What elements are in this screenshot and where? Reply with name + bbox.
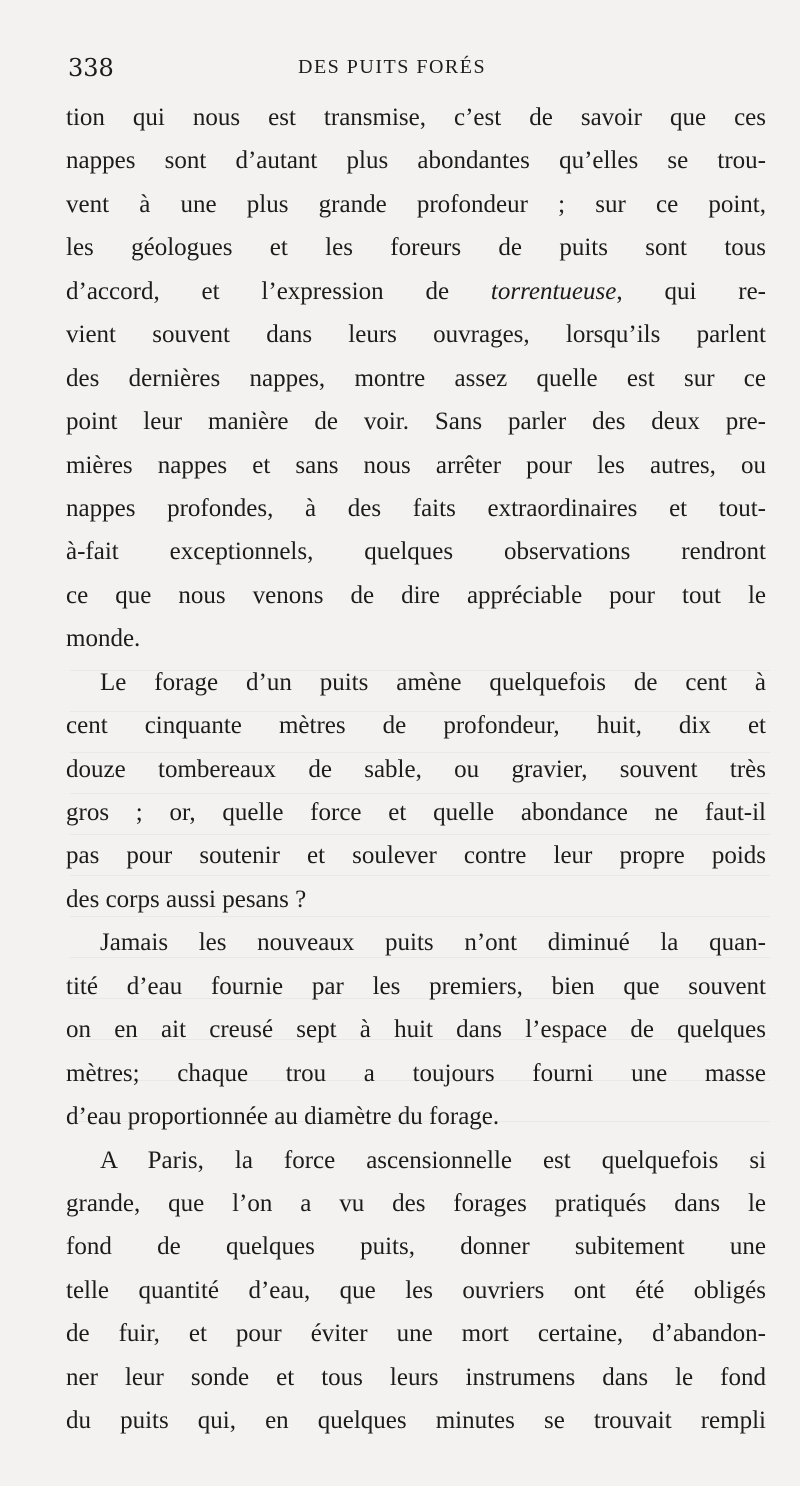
text-line: du puits qui, en quelques minutes se trouvait rempli [66,1407,766,1435]
running-title: DES PUITS FORÉS [298,56,487,78]
page-number: 338 [68,54,114,82]
text-line: grande, que l’on a vu des forages pratiqués dans le [66,1189,766,1217]
text-line-paragraph-end: monde. [66,625,141,653]
text-line: mètres; chaque trou a toujours fourni une masse [66,1059,766,1087]
text-fragment: , qui re- [616,277,766,305]
text-line-with-italic [66,270,766,313]
text-line: vient souvent dans leurs ouvrages, lorsqu’ils parlent [66,321,766,349]
text-line: gros ; or, quelle force et quelle abondance ne faut-il [66,799,766,826]
text-line: ner leur sonde et tous leurs instrumens dans le fond [66,1363,766,1391]
text-line-paragraph-end: d’eau proportionnée au diamètre du forage. [66,1103,500,1131]
text-line-paragraph-start: Le forage d’un puits amène quelquefois de cent à [100,668,766,696]
text-line: cent cinquante mètres de profondeur, huit, dix et [66,712,766,740]
page-header [68,54,762,90]
text-line: nappes sont d’autant plus abondantes qu’elles se trou- [66,147,766,175]
text-line-paragraph-start: Jamais les nouveaux puits n’ont diminué la quan- [100,929,766,957]
text-line: des dernières nappes, montre assez quelle est sur ce [66,364,766,392]
text-line: de fuir, et pour éviter une mort certaine, d’abandon- [66,1320,766,1348]
text-line: douze tombereaux de sable, ou gravier, souvent très [66,755,766,783]
text-line: point leur manière de voir. Sans parler des deux pre- [66,408,766,436]
text-line: fond de quelques puits, donner subitement une [66,1233,766,1261]
text-line: pas pour soutenir et soulever contre leur propre poids [66,842,766,870]
text-line: mières nappes et sans nous arrêter pour les autres, ou [66,451,766,479]
text-line-paragraph-end: des corps aussi pesans ? [66,885,307,913]
text-fragment: d’accord, et l’expression de [66,277,491,305]
text-line: ce que nous venons de dire appréciable pour tout le [66,581,766,609]
text-line: tion qui nous est transmise, c’est de savoir que ces [66,104,766,131]
text-line-paragraph-start: A Paris, la force ascensionnelle est quelquefois si [100,1146,766,1174]
italic-term: torrentueuse [490,277,617,305]
body-text [66,96,766,1443]
text-line: tité d’eau fournie par les premiers, bien que souvent [66,972,766,1000]
text-line: nappes profondes, à des faits extraordinaires et tout- [66,494,766,522]
text-line: à-fait exceptionnels, quelques observations rendront [66,538,766,566]
text-line: vent à une plus grande profondeur ; sur ce point, [66,190,766,218]
text-line: les géologues et les foreurs de puits sont tous [66,234,766,262]
text-line: telle quantité d’eau, que les ouvriers ont été obligés [66,1276,766,1304]
text-line: on en ait creusé sept à huit dans l’espace de quelques [66,1016,766,1044]
